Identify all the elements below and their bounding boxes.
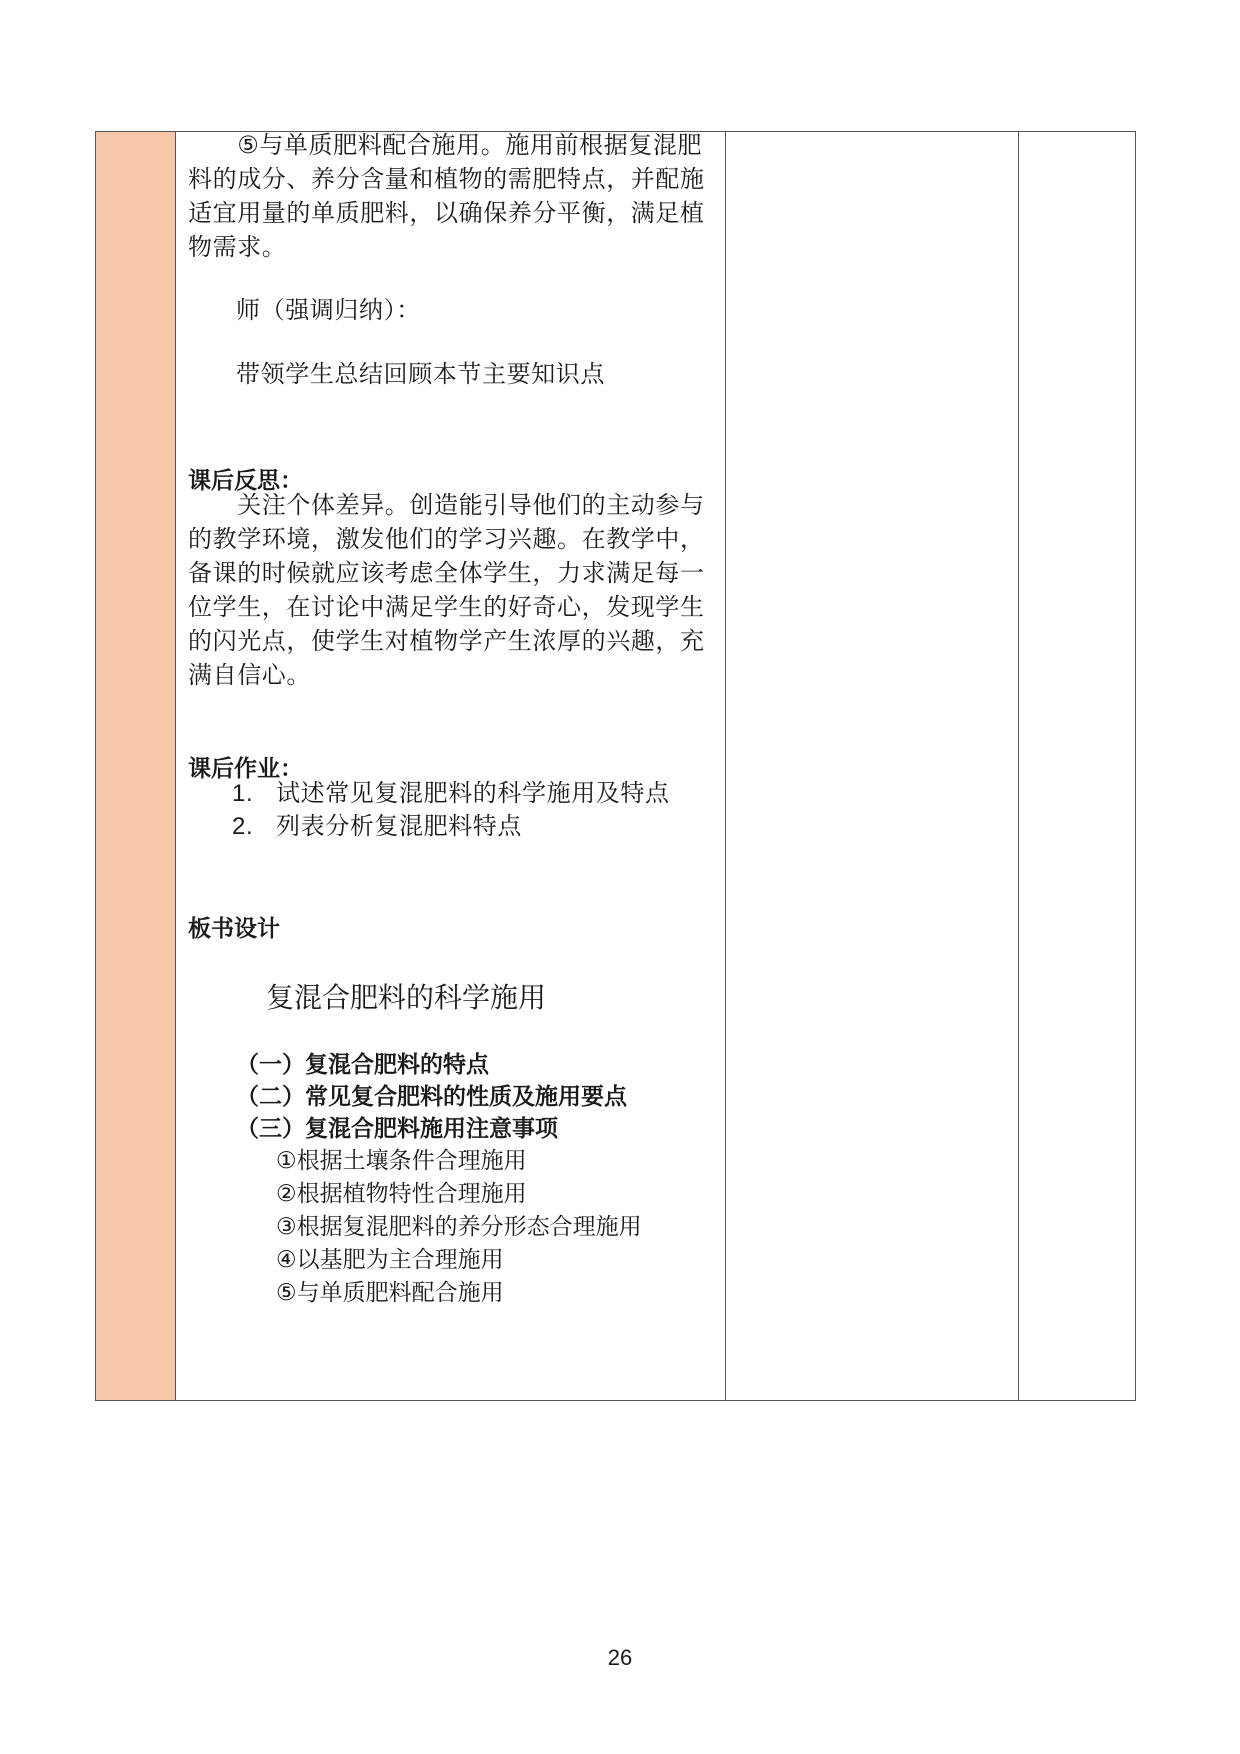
- teacher-text: 带领学生总结回顾本节主要知识点: [236, 360, 605, 388]
- board-item: （二）常见复合肥料的性质及施用要点: [236, 1084, 627, 1110]
- paragraph-line: 料的成分、养分含量和植物的需肥特点，并配施: [188, 165, 705, 193]
- homework-item-text: 列表分析复混肥料特点: [276, 812, 522, 840]
- board-subitem: ②根据植物特性合理施用: [276, 1181, 527, 1207]
- reflection-line: 关注个体差异。创造能引导他们的主动参与: [188, 491, 705, 519]
- homework-item-number: 1.: [232, 780, 254, 807]
- page-number: 26: [607, 1645, 633, 1670]
- lesson-table: [95, 131, 1136, 1401]
- homework-item: [232, 810, 522, 843]
- reflection-line: 的教学环境，激发他们的学习兴趣。在教学中，: [188, 525, 705, 553]
- table-mid-column: [726, 132, 1019, 1400]
- board-subitem: ⑤与单质肥料配合施用: [276, 1280, 504, 1306]
- table-right-column: [1019, 132, 1135, 1400]
- teacher-label: 师（强调归纳）：: [236, 296, 421, 324]
- paragraph-line: 物需求。: [188, 233, 287, 261]
- paragraph-line: ⑤与单质肥料配合施用。施用前根据复混肥: [188, 131, 703, 159]
- board-title: 复混合肥料的科学施用: [266, 981, 547, 1014]
- homework-heading: 课后作业：: [188, 756, 303, 782]
- board-subitem: ①根据土壤条件合理施用: [276, 1148, 527, 1174]
- reflection-line: 位学生，在讨论中满足学生的好奇心，发现学生: [188, 593, 705, 621]
- board-subitem: ③根据复混肥料的养分形态合理施用: [276, 1214, 642, 1240]
- homework-item-number: 2.: [232, 813, 254, 840]
- table-main-column: [176, 132, 726, 1400]
- homework-item-text: 试述常见复混肥料的科学施用及特点: [276, 779, 670, 807]
- board-item: （一）复混合肥料的特点: [236, 1052, 489, 1078]
- board-subitem: ④以基肥为主合理施用: [276, 1247, 504, 1273]
- reflection-line: 的闪光点，使学生对植物学产生浓厚的兴趣，充: [188, 627, 705, 655]
- reflection-line: 备课的时候就应该考虑全体学生，力求满足每一: [188, 559, 705, 587]
- board-item: （三）复混合肥料施用注意事项: [236, 1116, 558, 1142]
- reflection-heading: 课后反思：: [188, 468, 303, 494]
- table-left-column: [96, 132, 176, 1400]
- reflection-line: 满自信心。: [188, 661, 311, 689]
- board-heading: 板书设计: [188, 916, 280, 942]
- homework-item: [232, 777, 670, 810]
- paragraph-line: 适宜用量的单质肥料，以确保养分平衡，满足植: [188, 199, 705, 227]
